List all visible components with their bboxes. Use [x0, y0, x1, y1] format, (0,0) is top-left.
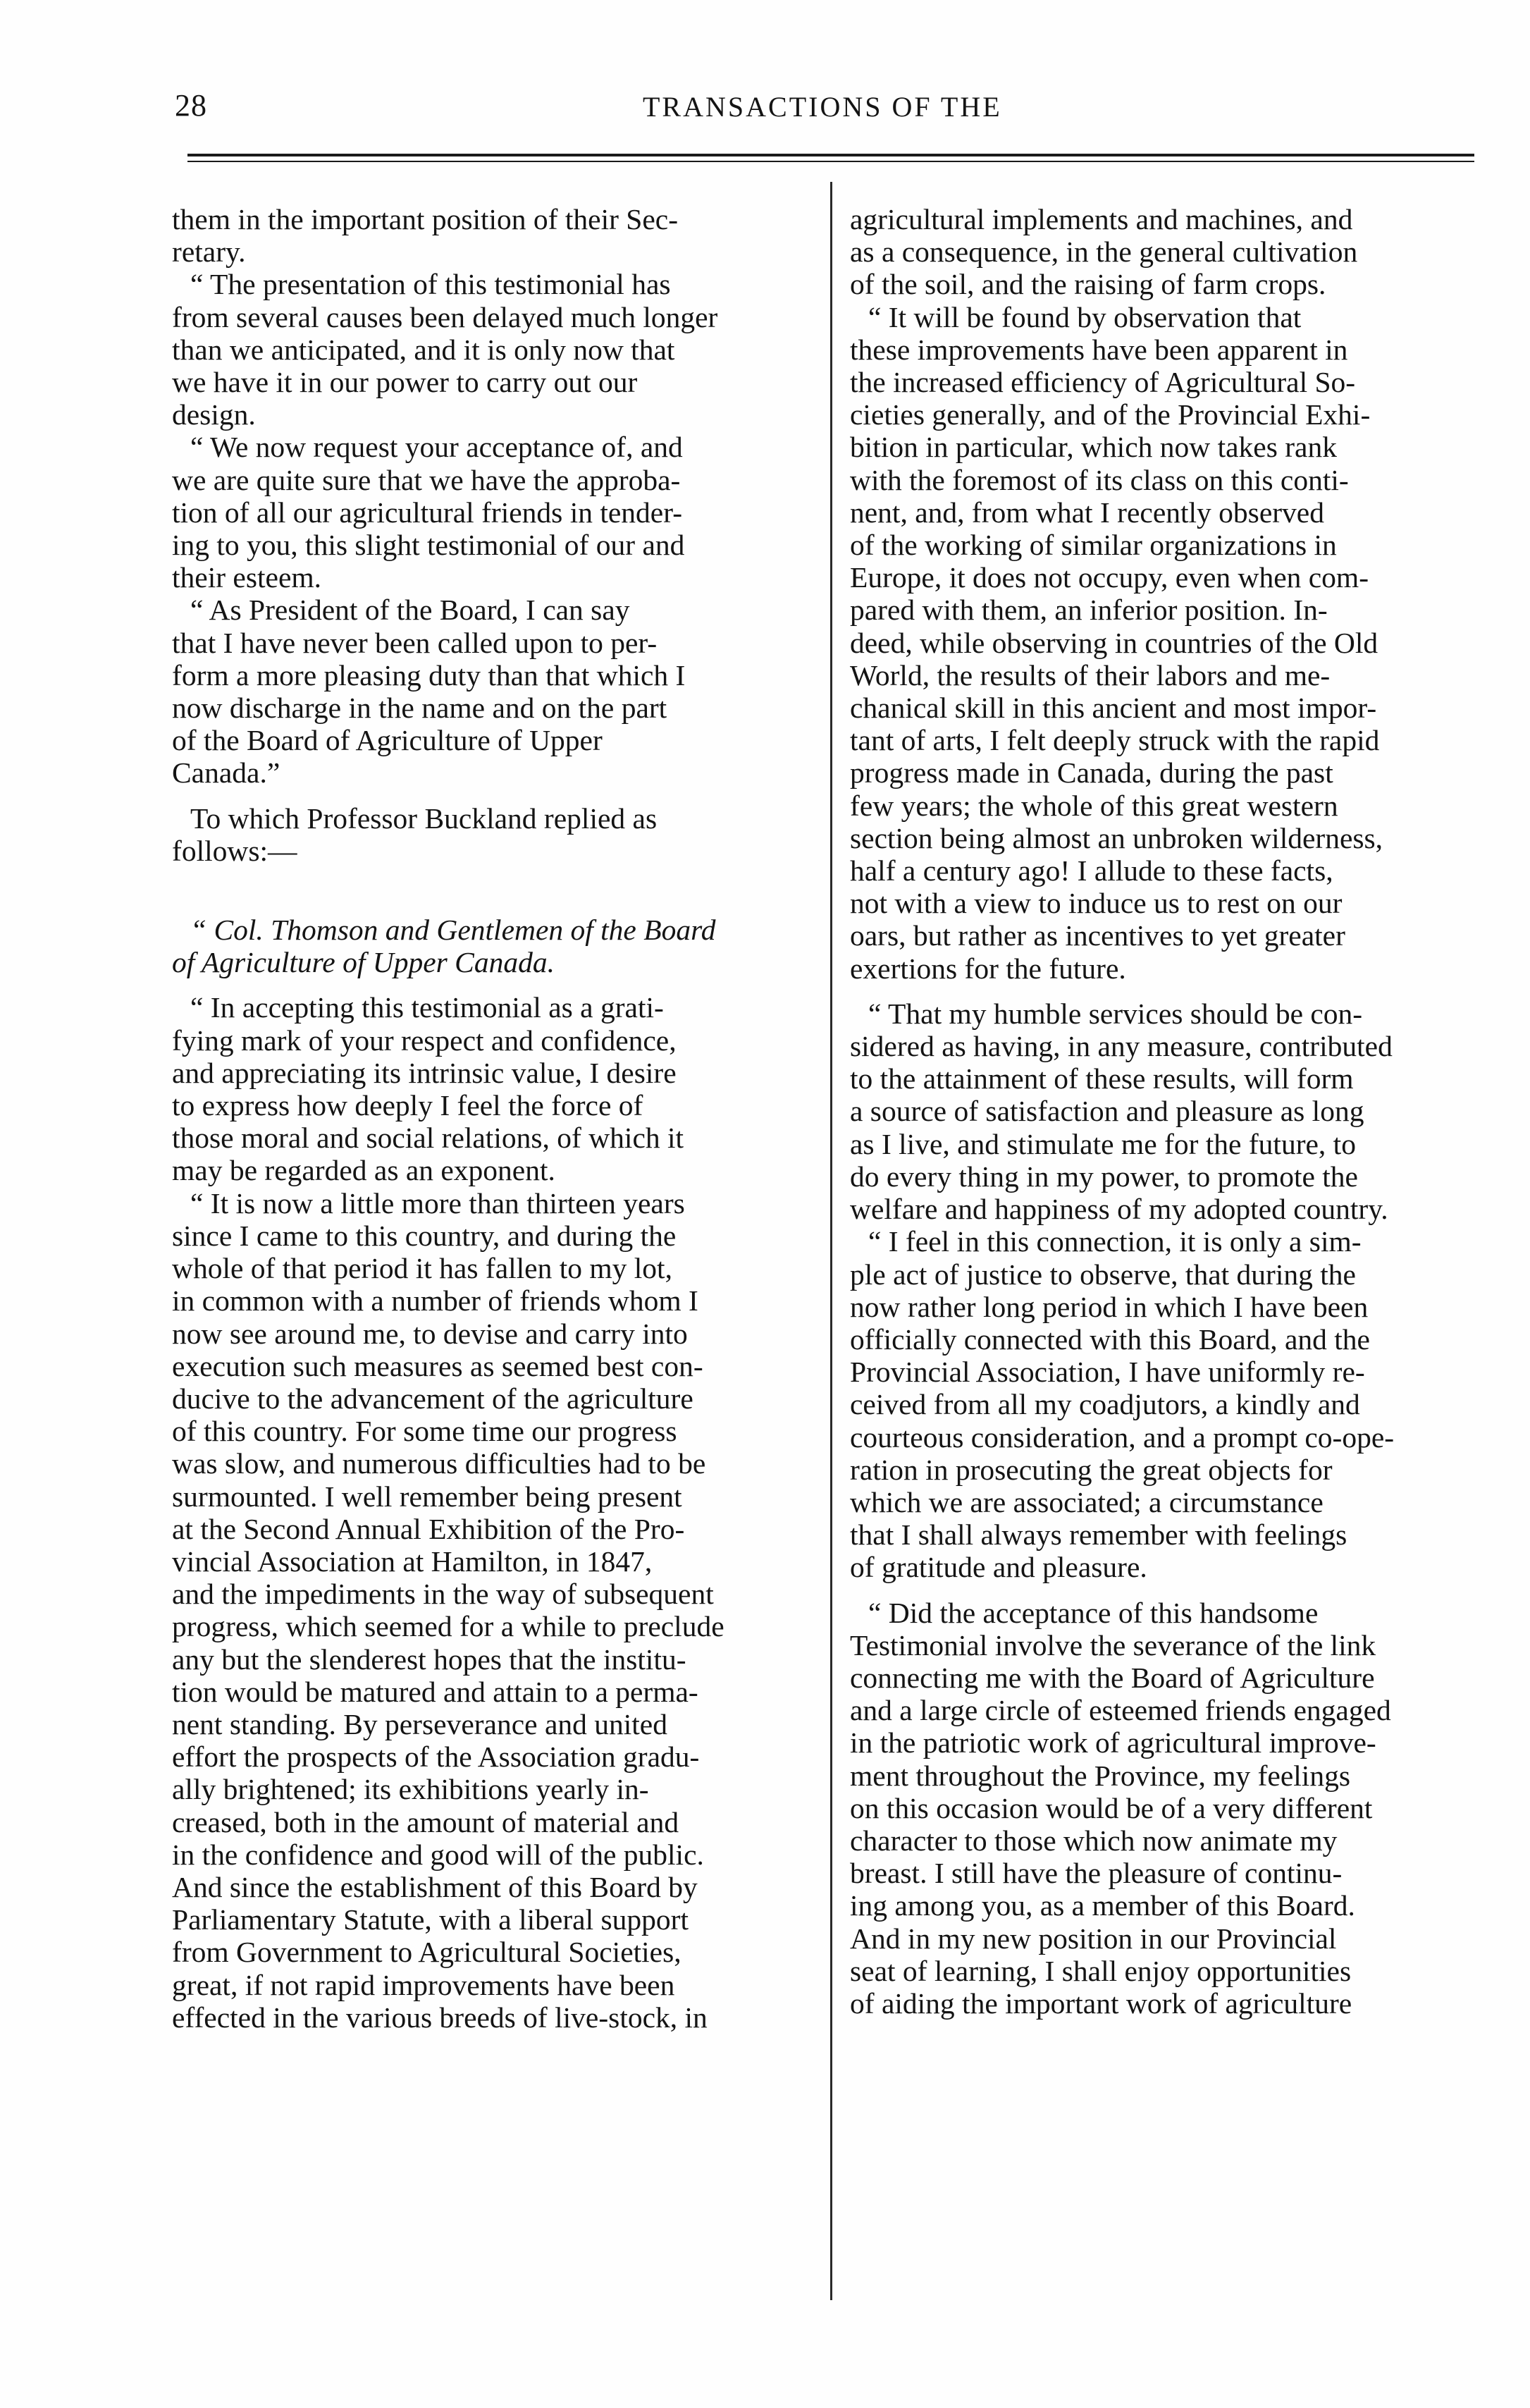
paragraph: “ Did the acceptance of this handsome Testimonial involve the severance of the link connecting me with the Board of Agriculture and a large circle of esteemed friends engaged in the patriotic work of agricultural improve- ment throughout the Province, my feelings on this occasion would be of a very different character to those which now animate my breast. I still have the pleasure of continu- ing among you, as a member of this Board. And in my new position in our Provincial seat of learning, I shall enjoy opportunities of aiding the important work of agriculture: [850, 1596, 1391, 2020]
running-title: TRANSACTIONS OF THE: [643, 91, 1002, 123]
paragraph: To which Professor Buckland replied as follows:—: [172, 801, 658, 867]
paragraph: “ It is now a little more than thirteen years since I came to this country, and during the whole of that period it has fallen to my lot, in common with a number of friends whom I now see around me, to devise and carry into execution such measures as seemed best con- ducive to the advancement of the agriculture of this country. For some time our progress was slow, and numerous difficulties had to be surmounted. I well remember being present at the Second Annual Exhibition of the Pro- vincial Association at Hamilton, in 1847, and the impediments in the way of subsequent progress, which seemed for a while to preclude any but the slenderest hopes that the institu- tion would be matured and attain to a perma- nent standing. By perseverance and united effort the prospects of the Association gradu- ally brightened; its exhibitions yearly in- creased, both in the amount of material and in the confidence and good will of the public. And since the establishment of this Board by Parliamentary Statute, with a liberal support from Government to Agricultural Societies, great, if not rapid improvements have been effected in the various breeds of live-stock, in: [172, 1186, 724, 2034]
paragraph: “ That my humble services should be con- sidered as having, in any measure, contributed to the attainment of these results, will form a source of satisfaction and pleasure as long as I live, and stimulate me for the future, to do every thing in my power, to promote the welfare and happiness of my adopted country.: [850, 997, 1393, 1226]
header-rule-top: [187, 154, 1474, 156]
address-heading: “ Col. Thomson and Gentlemen of the Board of Agriculture of Upper Canada.: [172, 914, 716, 979]
paragraph: agricultural implements and machines, and as a consequence, in the general cultivation of the soil, and the raising of farm crops.: [850, 203, 1358, 301]
column-divider: [830, 182, 832, 2300]
paragraph: “ The presentation of this testimonial has from several causes been delayed much longer than we anticipated, and it is only now that we have it in our power to carry out our design.: [172, 268, 718, 431]
paragraph: “ As President of the Board, I can say that I have never been called upon to per- form a more pleasing duty than that which I now discharge in the name and on the part of the Board of Agriculture of Upper Canada.”: [172, 594, 686, 790]
left-column: [172, 203, 820, 2034]
page-number: 28: [175, 88, 207, 123]
header-rule-bottom: [187, 161, 1474, 162]
paragraph: “ It will be found by observation that these improvements have been apparent in the increased efficiency of Agricultural So- cieties generally, and of the Provincial Exhi- bition in particular, which now takes rank with the foremost of its class on this conti- nent, and, from what I recently observed of the working of similar organizations in Europe, it does not occupy, even when com- pared with them, an inferior position. In- deed, while observing in countries of the Old World, the results of their labors and me- chanical skill in this ancient and most impor- tant of arts, I felt deeply struck with the rapid progress made in Canada, during the past few years; the whole of this great western section being almost an unbroken wilderness, half a century ago! I allude to these facts, not with a view to induce us to rest on our oars, but rather as incentives to yet greater exertions for the future.: [850, 300, 1383, 985]
paragraph: “ We now request your acceptance of, and we are quite sure that we have the approba- tion of all our agricultural friends in tender- ing to you, this slight testimonial of our and their esteem.: [172, 431, 685, 594]
right-column: [850, 203, 1505, 2020]
paragraph: “ I feel in this connection, it is only a sim- ple act of justice to observe, that during the now rather long period in which I have been officially connected with this Board, and the Provincial Association, I have uniformly re- ceived from all my coadjutors, a kindly and courteous consideration, and a prompt co-ope- ration in prosecuting the great objects for which we are associated; a circumstance that I shall always remember with feelings of gratitude and pleasure.: [850, 1225, 1395, 1584]
paragraph: “ In accepting this testimonial as a grati- fying mark of your respect and confidence, and appreciating its intrinsic value, I desire to express how deeply I feel the force of those moral and social relations, of which it may be regarded as an exponent.: [172, 991, 684, 1187]
paragraph: them in the important position of their Sec- retary.: [172, 203, 679, 269]
